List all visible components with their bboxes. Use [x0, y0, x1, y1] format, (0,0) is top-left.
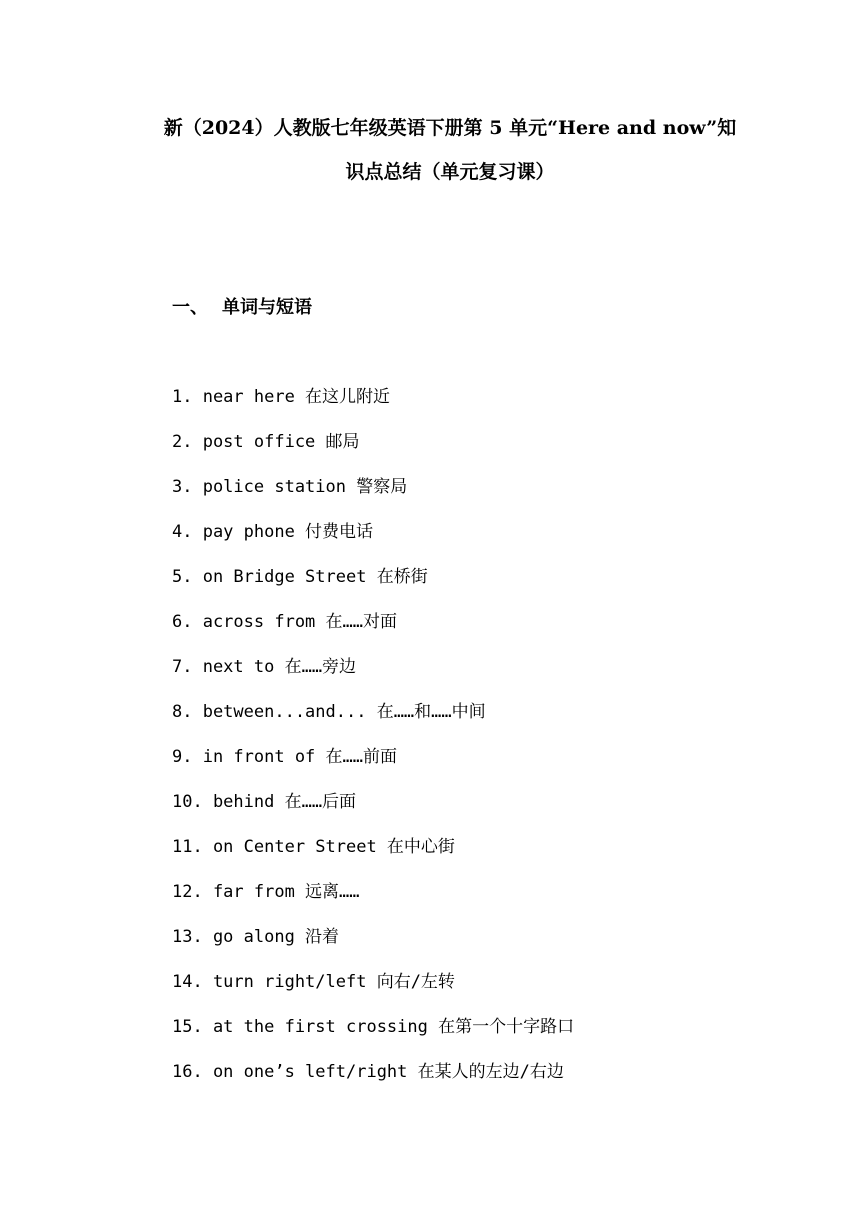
vocab-item: 13. go along 沿着	[172, 927, 340, 947]
vocab-item: 10. behind 在……后面	[172, 792, 357, 812]
vocab-item: 11. on Center Street 在中心街	[172, 837, 455, 857]
vocab-list	[172, 385, 574, 1105]
document-title-line-1: 新（2024）人教版七年级英语下册第 5 单元“Here and now”知	[163, 117, 737, 139]
vocab-item: 5. on Bridge Street 在桥街	[172, 567, 428, 587]
vocab-item: 8. between...and... 在……和……中间	[172, 702, 486, 722]
section-number: 一、	[172, 297, 208, 318]
vocab-item: 2. post office 邮局	[172, 432, 360, 452]
vocab-item: 4. pay phone 付费电话	[172, 522, 374, 542]
vocab-item: 12. far from 远离……	[172, 882, 360, 902]
section-heading-text: 单词与短语	[222, 297, 312, 318]
section-heading	[172, 296, 312, 320]
vocab-item: 1. near here 在这儿附近	[172, 387, 391, 407]
vocab-item: 16. on one’s left/right 在某人的左边/右边	[172, 1062, 564, 1082]
vocab-item: 9. in front of 在……前面	[172, 747, 397, 767]
document-title-line-2: 识点总结（单元复习课）	[345, 161, 555, 183]
vocab-item: 6. across from 在……对面	[172, 612, 397, 632]
vocab-item: 15. at the first crossing 在第一个十字路口	[172, 1017, 575, 1037]
vocab-item: 3. police station 警察局	[172, 477, 408, 497]
vocab-item: 14. turn right/left 向右/左转	[172, 972, 455, 992]
vocab-item: 7. next to 在……旁边	[172, 657, 357, 677]
